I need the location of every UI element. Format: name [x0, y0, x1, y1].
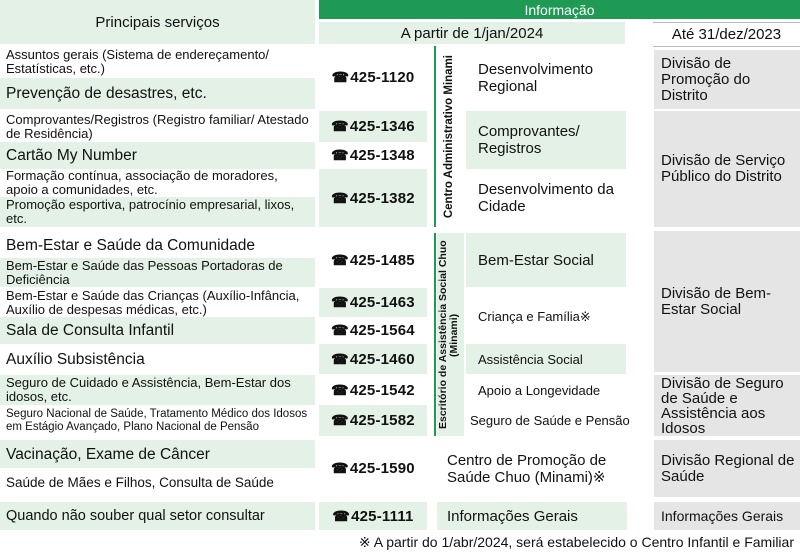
- service-row: Bem-Estar e Saúde das Pessoas Portadoras de Deficiência: [0, 258, 315, 287]
- department: Apoio a Longevidade: [478, 382, 601, 398]
- phone-number: ☎ 425-1590: [331, 460, 415, 477]
- until-date-header: Até 31/dez/2023: [653, 22, 800, 47]
- division: Divisão de Promoção do Distrito: [654, 50, 800, 109]
- phone-number: ☎ 425-1485: [331, 251, 415, 269]
- service-row: Assuntos gerais (Sistema de endereçamento/ Estatísticas, etc.): [6, 47, 270, 76]
- service-row: Cartão My Number: [0, 142, 315, 169]
- center-bracket: [434, 46, 436, 227]
- service-row: Formação contínua, associação de moradores, apoio a comunidades, etc.: [6, 168, 278, 197]
- phone-icon: ☎: [331, 350, 349, 367]
- department: Centro de Promoção de Saúde Chuo (Minami)※: [447, 451, 607, 486]
- phone-number: ☎ 425-1463: [319, 288, 427, 317]
- phone-number: ☎ 425-1346: [319, 111, 427, 142]
- department: Desenvolvimento Regional: [478, 60, 594, 95]
- phone-icon: ☎: [331, 460, 349, 476]
- from-date-header: A partir de 1/jan/2024: [319, 22, 625, 44]
- phone-icon: ☎: [331, 251, 349, 268]
- service-row: Bem-Estar e Saúde da Comunidade: [6, 237, 256, 254]
- phone-number: ☎ 425-1120: [331, 69, 415, 86]
- phone-icon: ☎: [332, 507, 351, 524]
- phone-icon: ☎: [331, 294, 349, 310]
- phone-number: ☎ 425-1111: [319, 502, 427, 530]
- phone-number: ☎ 425-1582: [319, 405, 427, 436]
- center-label-minami: Centro Administrativo Minami: [443, 54, 455, 219]
- service-row: Bem-Estar e Saúde das Crianças (Auxílio-Infância, Auxílio de despesas médicas, etc.): [6, 287, 300, 317]
- department: Criança e Família※: [478, 308, 591, 324]
- phone-icon: ☎: [331, 412, 349, 428]
- footnote: ※ A partir do 1/abr/2024, será estabelecido o Centro Infantil e Familiar: [358, 534, 794, 550]
- service-row: Prevenção de desastres, etc.: [0, 78, 315, 109]
- services-column-header: Principais serviços: [0, 0, 315, 44]
- phone-number: ☎ 425-1382: [319, 169, 427, 227]
- info-header: Informação: [319, 0, 800, 19]
- service-row: Seguro de Cuidado e Assistência, Bem-Estar dos idosos, etc.: [0, 375, 315, 405]
- phone-icon: ☎: [331, 118, 349, 134]
- department: Comprovantes/ Registros: [466, 111, 626, 169]
- department: Informações Gerais: [437, 502, 627, 530]
- phone-number: ☎ 425-1348: [331, 147, 415, 164]
- division: Informações Gerais: [654, 502, 800, 530]
- service-row: Seguro Nacional de Saúde, Tratamento Médico dos Idosos em Estágio Avançado, Plano Nacional de Pensão: [6, 407, 308, 433]
- phone-icon: ☎: [331, 147, 349, 163]
- service-row: Promoção esportiva, patrocínio empresarial, lixos, etc.: [0, 197, 315, 227]
- center-label-escritorio: Escritório de Assistência Social Chuo (Minami): [437, 233, 464, 436]
- service-row: Saúde de Mães e Filhos, Consulta de Saúde: [6, 474, 274, 490]
- service-row: Auxílio Subsistência: [6, 350, 145, 368]
- division: Divisão de Serviço Público do Distrito: [654, 111, 800, 227]
- service-row: Vacinação, Exame de Câncer: [0, 440, 315, 468]
- phone-icon: ☎: [331, 189, 349, 206]
- phone-icon: ☎: [331, 69, 350, 85]
- department: Seguro de Saúde e Pensão: [470, 413, 630, 428]
- service-row: Quando não souber qual setor consultar: [0, 502, 315, 530]
- phone-number: ☎ 425-1542: [331, 381, 415, 399]
- phone-icon: ☎: [331, 322, 349, 338]
- department: Desenvolvimento da Cidade: [478, 181, 614, 215]
- service-row: Comprovantes/Registros (Registro familiar/ Atestado de Residência): [6, 111, 309, 141]
- division: Divisão de Seguro de Saúde e Assistência aos Idosos: [654, 375, 800, 436]
- department: Bem-Estar Social: [466, 233, 626, 287]
- division: Divisão Regional de Saúde: [654, 440, 800, 497]
- department: Assistência Social: [466, 344, 626, 374]
- center-bracket: [434, 233, 436, 436]
- service-row: Sala de Consulta Infantil: [0, 317, 315, 344]
- phone-number: ☎ 425-1460: [319, 344, 427, 374]
- division: Divisão de Bem-Estar Social: [654, 231, 800, 372]
- phone-number: ☎ 425-1564: [331, 322, 415, 339]
- phone-icon: ☎: [331, 381, 349, 398]
